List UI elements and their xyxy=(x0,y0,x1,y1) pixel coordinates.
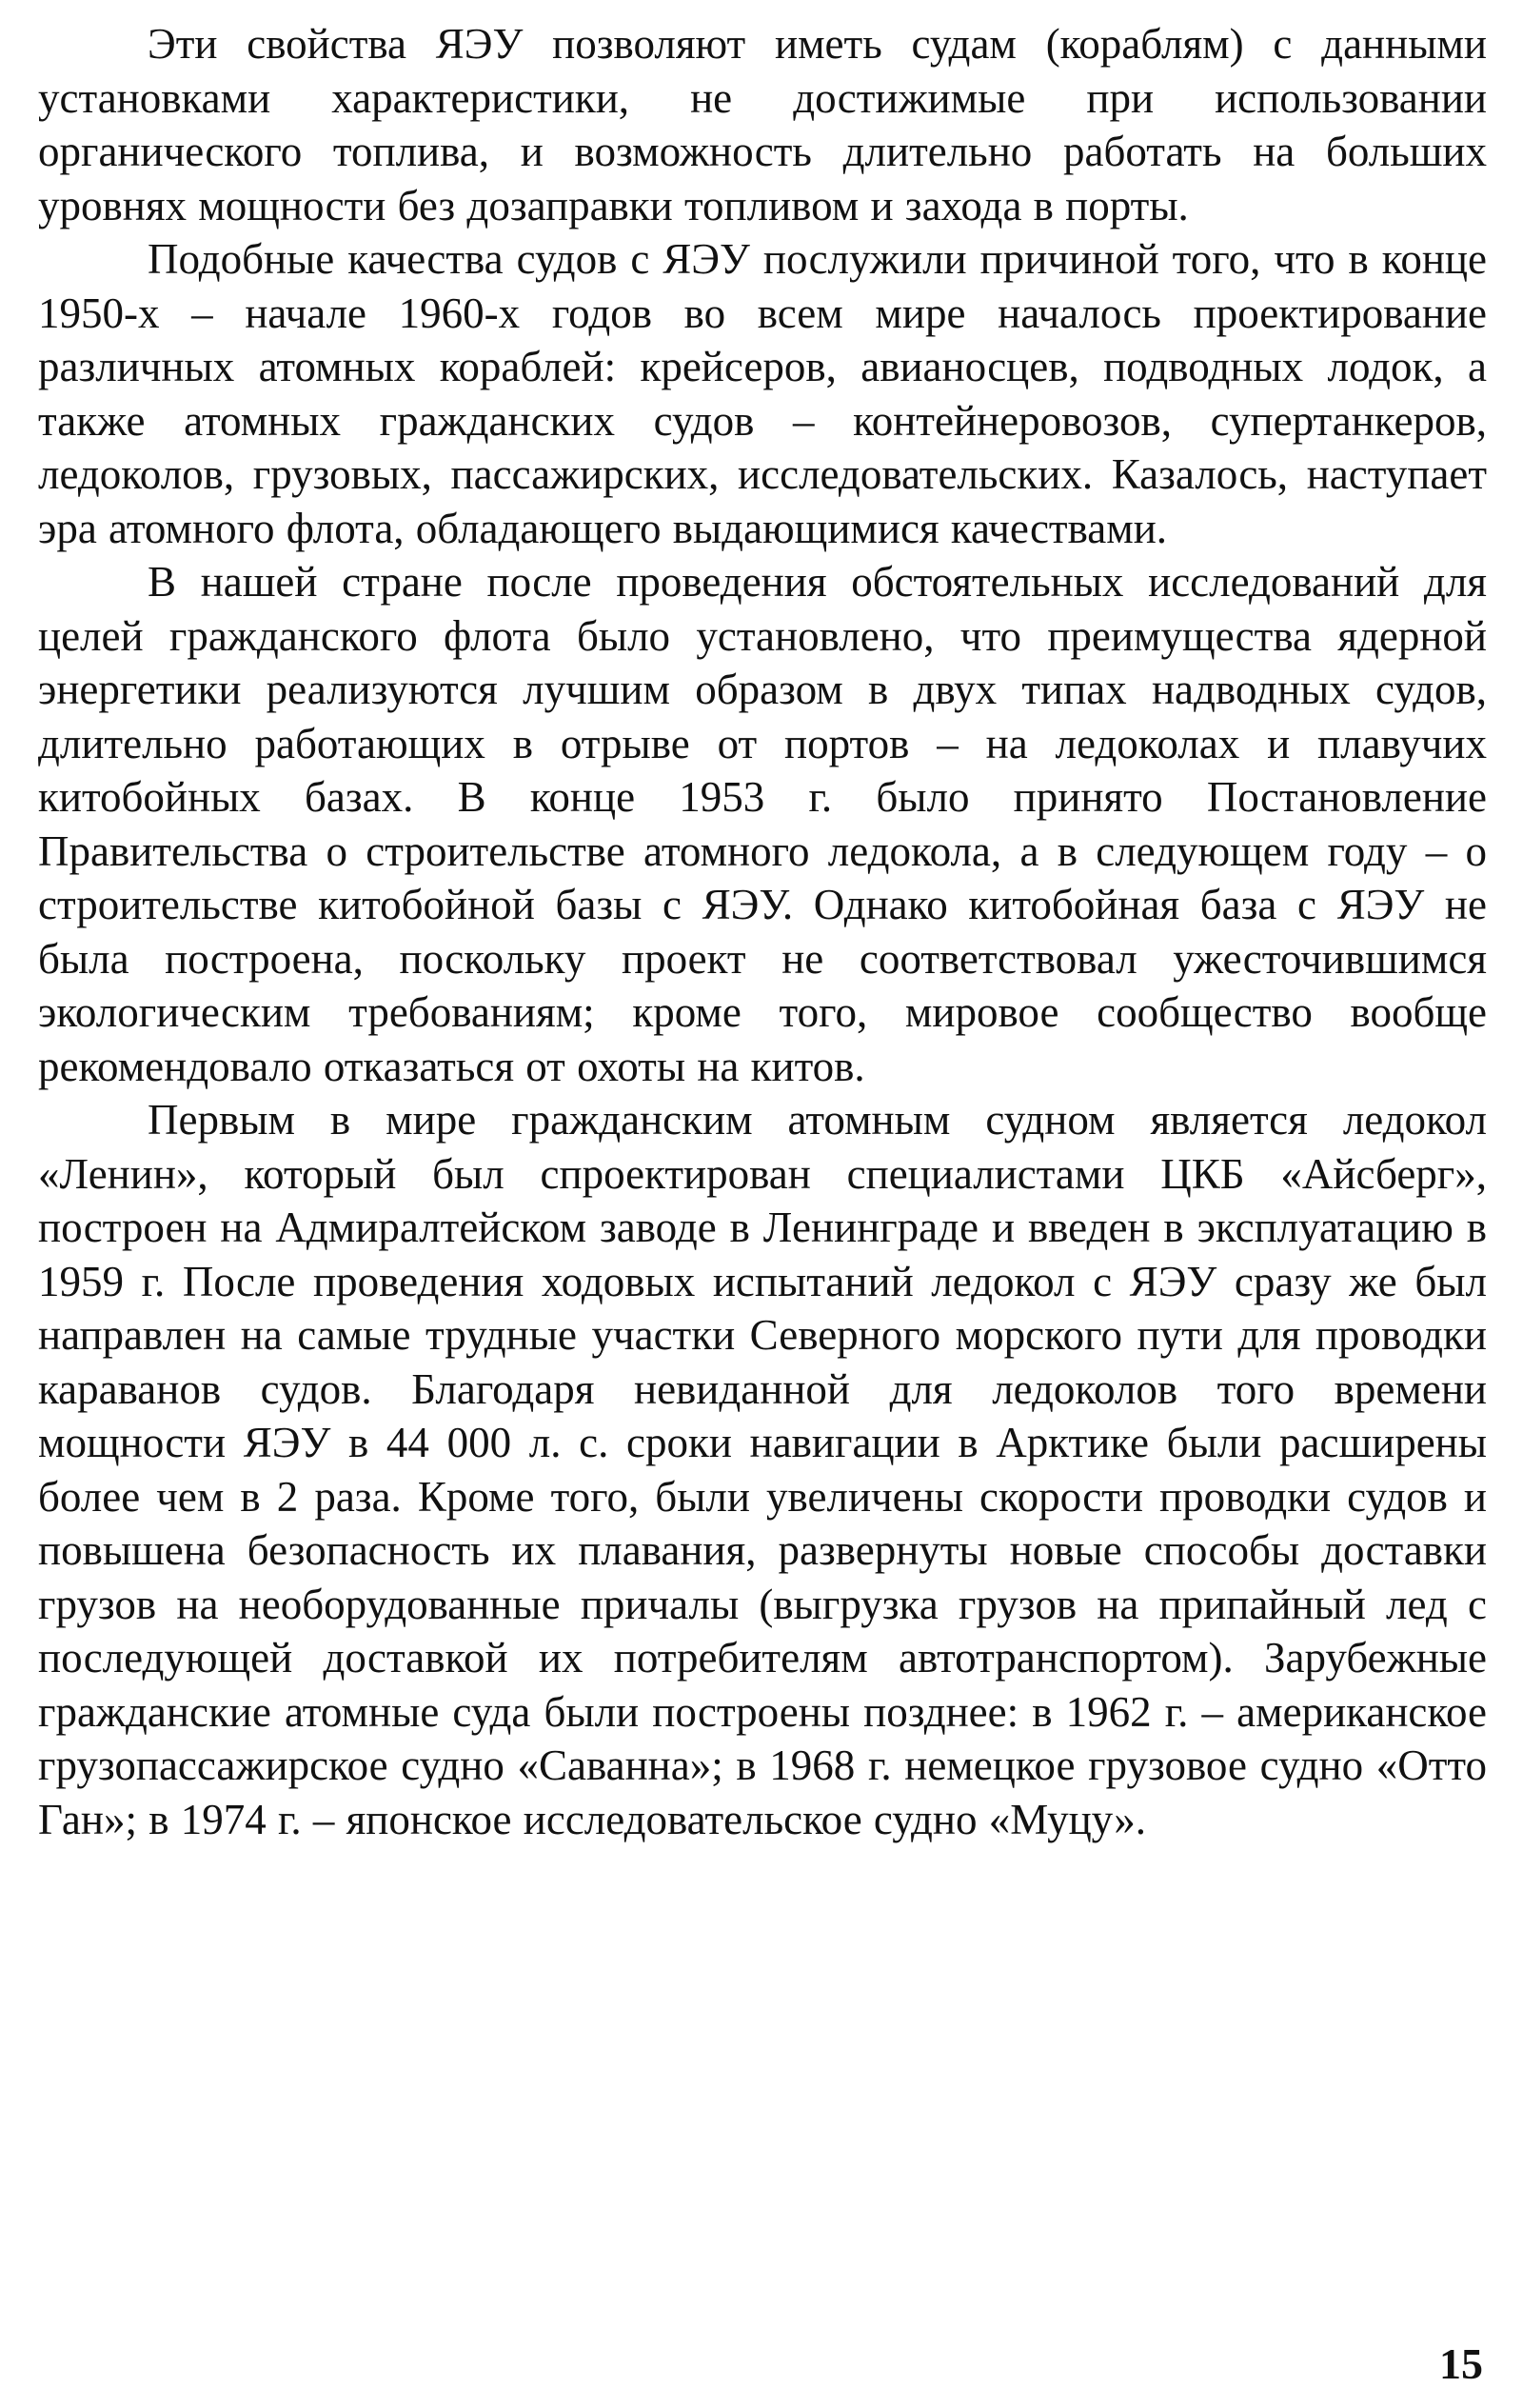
paragraph-2: Подобные качества судов с ЯЭУ послужили причиной того, что в конце 1950-х – начале 1960-х годов во всем мире началось проектирование различных атомных кораблей: крейсеров, авианосцев, подводных лодок, а также атомных гражданских судов – контейнеровозов, супертанкеров, ледоколов, грузовых, пассажирских, исследовательских. Казалось, наступает эра атомного флота, обладающего выдающимися качествами. xyxy=(38,235,1487,552)
paragraph-1: Эти свойства ЯЭУ позволяют иметь судам (кораблям) с данными установками характеристики, не достижимые при использовании органического топлива, и возможность длительно работать на больших уровнях мощности без дозаправки топливом и захода в порты. xyxy=(38,20,1487,229)
body-text xyxy=(38,17,1487,1846)
page-number: 15 xyxy=(1439,2339,1483,2388)
paragraph-4: Первым в мире гражданским атомным судном является ледокол «Ленин», который был спроектирован специалистами ЦКБ «Айсберг», построен на Адмиралтейском заводе в Ленинграде и введен в эксплуатацию в 1959 г. После проведения ходовых испытаний ледокол с ЯЭУ сразу же был направлен на самые трудные участки Северного морского пути для проводки караванов судов. Благодаря невиданной для ледоколов того времени мощности ЯЭУ в 44 000 л. с. сроки навигации в Арктике были расширены более чем в 2 раза. Кроме того, были увеличены скорости проводки судов и повышена безопасность их плавания, развернуты новые способы доставки грузов на необорудованные причалы (выгрузка грузов на припайный лед с последующей доставкой их потребителям автотранспортом). Зарубежные гражданские атомные суда были построены позднее: в 1962 г. – американское грузопассажирское судно «Саванна»; в 1968 г. немецкое грузовое судно «Отто Ган»; в 1974 г. – японское исследовательское судно «Муцу». xyxy=(38,1096,1487,1843)
paragraph-3: В нашей стране после проведения обстоятельных исследований для целей гражданского флота было установлено, что преимущества ядерной энергетики реализуются лучшим образом в двух типах надводных судов, длительно работающих в отрыве от портов – на ледоколах и плавучих китобойных базах. В конце 1953 г. было принято Постановление Правительства о строительстве атомного ледокола, а в следующем году – о строительстве китобойной базы с ЯЭУ. Однако китобойная база с ЯЭУ не была построена, поскольку проект не соответствовал ужесточившимся экологическим требованиям; кроме того, мировое сообщество вообще рекомендовало отказаться от охоты на китов. xyxy=(38,558,1487,1090)
